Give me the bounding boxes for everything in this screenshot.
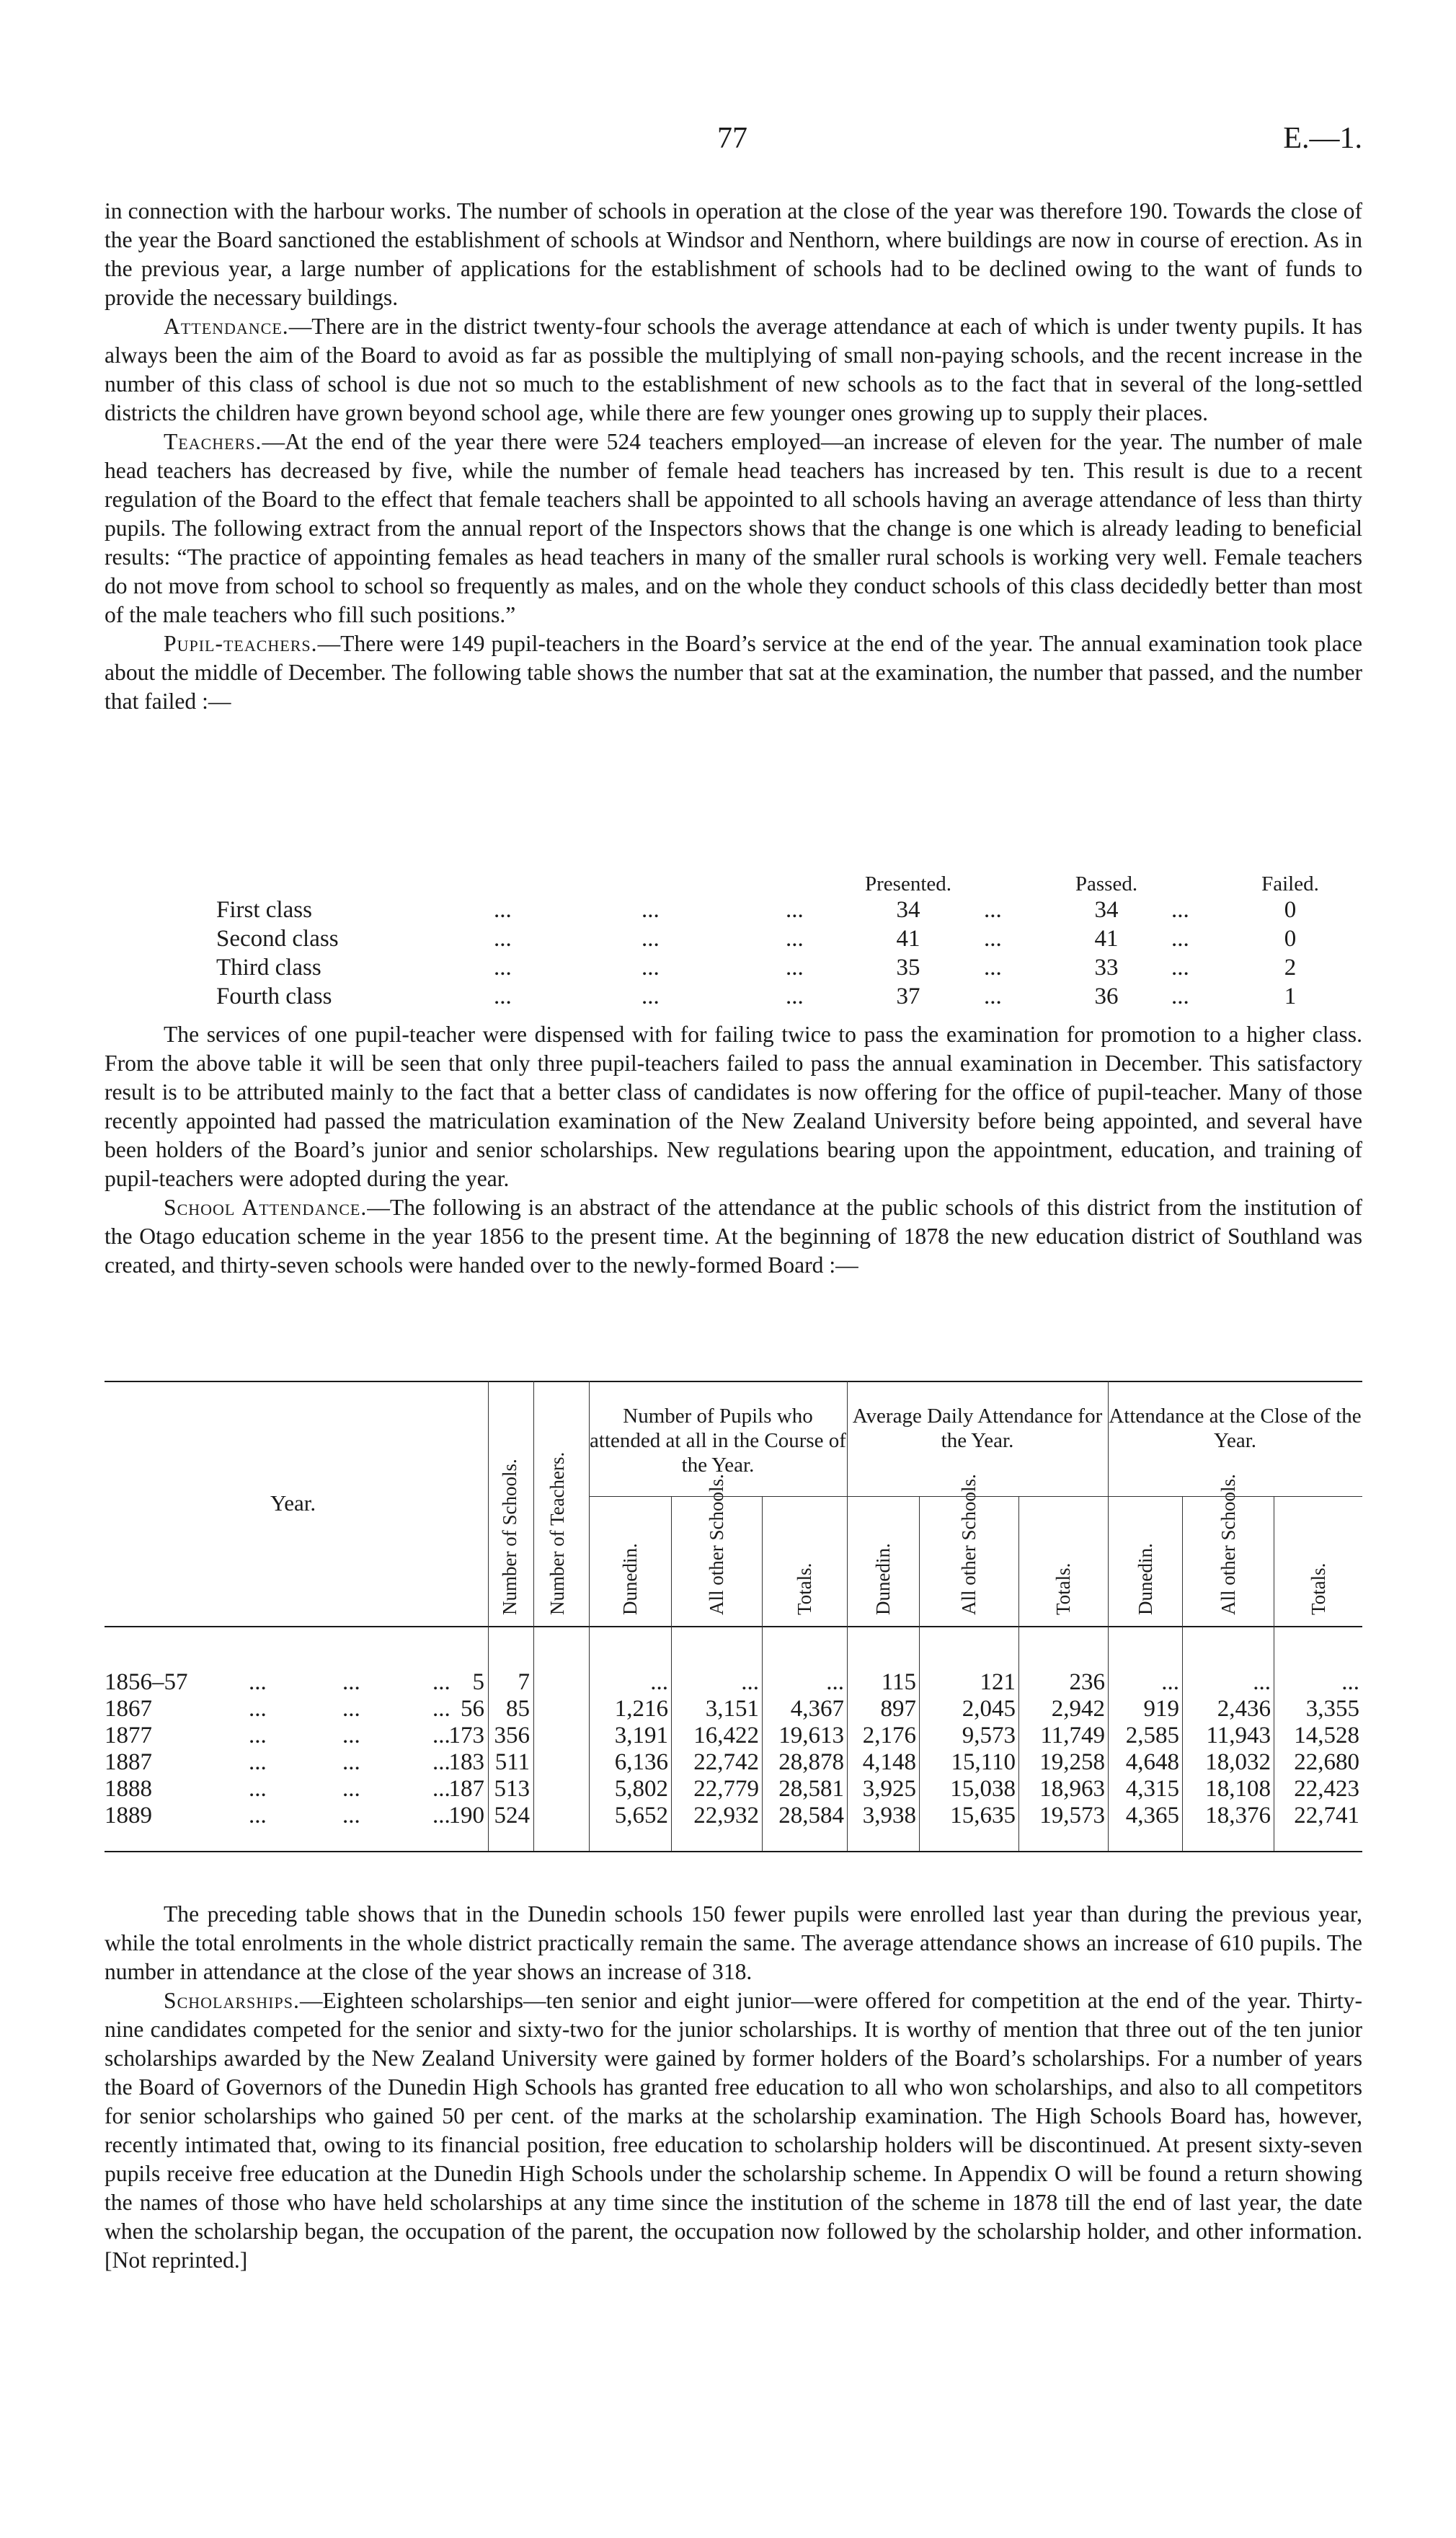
pupils-other-cell: 16,422 — [693, 1723, 759, 1748]
table-header-row — [105, 872, 1362, 897]
pupils-other-cell: ... — [741, 1669, 759, 1695]
class-label: Third class — [216, 955, 321, 981]
paragraphs-bottom — [105, 1900, 1362, 2275]
column-header-failed: Failed. — [1261, 872, 1319, 896]
subheader-other-schools: All other Schools. — [706, 1474, 727, 1615]
paragraphs-top — [105, 197, 1362, 716]
subheader-other-schools: All other Schools. — [958, 1474, 980, 1615]
failed-value: 2 — [1284, 955, 1297, 981]
presented-value: 37 — [896, 983, 920, 1009]
leader-dots: ... — [432, 1749, 450, 1775]
paragraph-attendance: Attendance.—There are in the district twenty-four schools the average attendance at each of which is under twenty pupils. It has always been the aim of the Board to avoid as far as possible the multiplying of small non-paying schools, and the recent increase in the number of this class of school is due not so much to the establishment of new schools as to the fact that in several of the long-settled districts the children have grown beyond school age, while there are few younger ones growing up to supply their places. — [105, 314, 1362, 425]
leader-dots: ... — [984, 926, 1002, 952]
teachers-cell: 511 — [494, 1749, 530, 1775]
year-cell: 1889 — [105, 1803, 152, 1829]
column-header-presented: Presented. — [865, 872, 951, 896]
leader-dots: ... — [494, 926, 512, 952]
average-totals-cell: 18,963 — [1039, 1776, 1105, 1802]
passed-value: 33 — [1094, 955, 1119, 981]
pupils-totals-cell: 4,367 — [790, 1696, 844, 1722]
pupils-other-cell: 22,932 — [693, 1803, 759, 1829]
group-header-close: Attendance at the Close of the Year. — [1109, 1405, 1362, 1452]
schools-cell: 173 — [448, 1723, 484, 1748]
average-dunedin-cell: 115 — [881, 1669, 916, 1695]
teachers-cell: 85 — [506, 1696, 530, 1722]
year-cell: 1856–57 — [105, 1669, 188, 1695]
schools-cell: 5 — [472, 1669, 484, 1695]
pupils-other-cell: 22,779 — [693, 1776, 759, 1802]
leader-dots: ... — [342, 1723, 360, 1748]
teachers-cell: 524 — [494, 1803, 530, 1829]
paragraph-enrolment-summary: The preceding table shows that in the Dunedin schools 150 fewer pupils were enrolled last year than during the previous year, while the total enrolments in the whole district practically remain the same. The average attendance shows an increase of 610 pupils. The number in attendance at the close of the year shows an increase of 318. — [105, 1901, 1362, 1984]
leader-dots: ... — [786, 926, 804, 952]
average-other-cell: 15,038 — [950, 1776, 1016, 1802]
section-heading: School Attendance. — [164, 1195, 368, 1220]
leader-dots: ... — [342, 1669, 360, 1695]
subheader-dunedin: Dunedin. — [619, 1543, 641, 1615]
close-other-cell: 2,436 — [1217, 1696, 1271, 1722]
section-heading: Scholarships. — [164, 1988, 300, 2013]
close-totals-cell: 22,423 — [1294, 1776, 1359, 1802]
close-totals-cell: 14,528 — [1294, 1723, 1359, 1748]
average-totals-cell: 2,942 — [1051, 1696, 1105, 1722]
passed-value: 41 — [1094, 926, 1119, 952]
subheader-totals: Totals. — [1307, 1562, 1329, 1615]
close-totals-cell: 22,741 — [1294, 1803, 1359, 1829]
pupils-dunedin-cell: 5,802 — [614, 1776, 668, 1802]
pupils-totals-cell: 19,613 — [778, 1723, 844, 1748]
section-heading: Attendance. — [164, 314, 289, 339]
close-dunedin-cell: 2,585 — [1125, 1723, 1179, 1748]
average-dunedin-cell: 3,938 — [862, 1803, 916, 1829]
leader-dots: ... — [1171, 897, 1189, 923]
paragraph-teachers: Teachers.—At the end of the year there were 524 teachers employed—an increase of eleven for the year. The number of male head teachers has decreased by five, while the number of female head teachers has increased by ten. This result is due to a recent regulation of the Board to the effect that female teachers shall be appointed to all schools having an average attendance of less than thirty pupils. The following extract from the annual report of the Inspectors shows that the change is one which is already leading to beneficial results: “The practice of appointing females as head teachers in many of the smaller rural schools is working very well. Female teachers do not move from school to school so frequently as males, and on the whole they conduct schools of this class decidedly better than most of the male teachers who fill such positions.” — [105, 429, 1362, 627]
leader-dots: ... — [984, 955, 1002, 981]
average-other-cell: 121 — [980, 1669, 1016, 1695]
average-other-cell: 15,635 — [950, 1803, 1016, 1829]
page-number: 77 — [717, 122, 747, 155]
pupils-dunedin-cell: 5,652 — [614, 1803, 668, 1829]
leader-dots: ... — [342, 1696, 360, 1722]
leader-dots: ... — [1171, 955, 1189, 981]
leader-dots: ... — [432, 1696, 450, 1722]
average-totals-cell: 11,749 — [1040, 1723, 1105, 1748]
average-totals-cell: 19,258 — [1039, 1749, 1105, 1775]
year-cell: 1887 — [105, 1749, 152, 1775]
subheader-dunedin: Dunedin. — [1134, 1543, 1156, 1615]
document-reference: E.—1. — [1283, 122, 1362, 155]
leader-dots: ... — [249, 1803, 267, 1829]
paragraphs-middle — [105, 1020, 1362, 1280]
leader-dots: ... — [432, 1723, 450, 1748]
table-row — [105, 955, 1362, 983]
leader-dots: ... — [249, 1723, 267, 1748]
pupils-totals-cell: 28,878 — [778, 1749, 844, 1775]
average-totals-cell: 236 — [1069, 1669, 1105, 1695]
close-other-cell: ... — [1253, 1669, 1271, 1695]
year-cell: 1888 — [105, 1776, 152, 1802]
column-header-passed: Passed. — [1075, 872, 1138, 896]
page-header — [105, 121, 1362, 164]
teachers-cell: 356 — [494, 1723, 530, 1748]
pupils-totals-cell: 28,584 — [778, 1803, 844, 1829]
leader-dots: ... — [432, 1669, 450, 1695]
pupils-dunedin-cell: 3,191 — [614, 1723, 668, 1748]
subheader-dunedin: Dunedin. — [872, 1543, 894, 1615]
schools-cell: 56 — [461, 1696, 484, 1722]
table-bottom-rule — [105, 1851, 1362, 1852]
close-dunedin-cell: ... — [1161, 1669, 1179, 1695]
average-other-cell: 9,573 — [962, 1723, 1016, 1748]
leader-dots: ... — [249, 1749, 267, 1775]
schools-cell: 183 — [448, 1749, 484, 1775]
paragraph-harbour-works: in connection with the harbour works. The number of schools in operation at the close of the year was therefore 190. Towards the close of the year the Board sanctioned the establishment of schools at Windsor and Nenthorn, where buildings are now in course of erection. As in the previous year, a large number of applications for the establishment of schools had to be declined owing to the want of funds to provide the necessary buildings. — [105, 198, 1362, 310]
pupil-table-body — [105, 897, 1362, 1012]
presented-value: 35 — [896, 955, 920, 981]
year-cell: 1867 — [105, 1696, 152, 1722]
close-dunedin-cell: 919 — [1143, 1696, 1179, 1722]
leader-dots: ... — [342, 1776, 360, 1802]
leader-dots: ... — [786, 955, 804, 981]
subheader-totals: Totals. — [794, 1562, 815, 1615]
pupils-dunedin-cell: ... — [650, 1669, 668, 1695]
teachers-cell: 7 — [518, 1669, 530, 1695]
column-header-year: Year. — [270, 1490, 316, 1516]
column-header-schools: Number of Schools. — [499, 1459, 520, 1615]
leader-dots: ... — [249, 1669, 267, 1695]
leader-dots: ... — [342, 1803, 360, 1829]
pupil-teacher-exam-table — [105, 872, 1362, 1012]
table-header-rule — [105, 1626, 1362, 1627]
year-cell: 1877 — [105, 1723, 152, 1748]
presented-value: 34 — [896, 897, 920, 923]
subheader-totals: Totals. — [1052, 1562, 1074, 1615]
leader-dots: ... — [494, 897, 512, 923]
group-header-pupils: Number of Pupils who attended at all in the Course of the Year. — [590, 1405, 846, 1477]
leader-dots: ... — [786, 897, 804, 923]
schools-cell: 190 — [448, 1803, 484, 1829]
leader-dots: ... — [642, 955, 660, 981]
leader-dots: ... — [642, 983, 660, 1009]
leader-dots: ... — [642, 897, 660, 923]
failed-value: 1 — [1284, 983, 1297, 1009]
leader-dots: ... — [249, 1696, 267, 1722]
average-totals-cell: 19,573 — [1039, 1803, 1105, 1829]
leader-dots: ... — [494, 983, 512, 1009]
schools-cell: 187 — [448, 1776, 484, 1802]
subheader-other-schools: All other Schools. — [1217, 1474, 1239, 1615]
pupils-other-cell: 3,151 — [705, 1696, 759, 1722]
table-row — [105, 897, 1362, 926]
close-dunedin-cell: 4,648 — [1125, 1749, 1179, 1775]
section-heading: Teachers. — [164, 429, 262, 454]
average-other-cell: 2,045 — [962, 1696, 1016, 1722]
pupils-totals-cell: ... — [826, 1669, 844, 1695]
close-dunedin-cell: 4,315 — [1125, 1776, 1179, 1802]
paragraph-school-attendance: School Attendance.—The following is an abstract of the attendance at the public schools of this district from the institution of the Otago education scheme in the year 1856 to the present time. At the beginning of 1878 the new education district of Southland was created, and thirty-seven schools were handed over to the newly-formed Board :— — [105, 1195, 1362, 1278]
table-row — [105, 983, 1362, 1012]
average-dunedin-cell: 4,148 — [862, 1749, 916, 1775]
average-dunedin-cell: 3,925 — [862, 1776, 916, 1802]
paragraph-scholarships: Scholarships.—Eighteen scholarships—ten senior and eight junior—were offered for competition at the end of the year. Thirty-nine candidates competed for the senior and sixty-two for the junior scholarships. It is worthy of mention that three out of the ten junior scholarships awarded by the New Zealand University were gained by former holders of the Board’s scholarships. For a number of years the Board of Governors of the Dunedin High Schools has granted free education to all who won scholarships, and also to all competitors for senior scholarships who gained 50 per cent. of the marks at the scholarship examination. The High Schools Board has, however, recently intimated that, owing to its financial position, free education to scholarship holders will be discontinued. At present sixty-seven pupils receive free education at the Dunedin High Schools under the scholarship scheme. In Appendix O will be found a return showing the names of those who have held scholarships at any time since the institution of the scheme in 1878 till the end of last year, the date when the scholarship began, the occupation of the parent, the occupation now followed by the scholarship holder, and other information. [Not reprinted.] — [105, 1988, 1362, 2273]
class-label: Second class — [216, 926, 339, 952]
close-other-cell: 18,376 — [1205, 1803, 1271, 1829]
average-other-cell: 15,110 — [951, 1749, 1016, 1775]
paragraph-pupil-teachers: Pupil-teachers.—There were 149 pupil-teachers in the Board’s service at the end of the year. The annual examination took place about the middle of December. The following table shows the number that sat at the examination, the number that passed, and the number that failed :— — [105, 631, 1362, 714]
pupils-other-cell: 22,742 — [693, 1749, 759, 1775]
close-totals-cell: 22,680 — [1294, 1749, 1359, 1775]
average-dunedin-cell: 897 — [880, 1696, 916, 1722]
leader-dots: ... — [1171, 926, 1189, 952]
table-row — [105, 926, 1362, 955]
section-heading: Pupil-teachers. — [164, 631, 318, 656]
leader-dots: ... — [432, 1776, 450, 1802]
pupils-dunedin-cell: 1,216 — [614, 1696, 668, 1722]
leader-dots: ... — [432, 1803, 450, 1829]
close-totals-cell: 3,355 — [1305, 1696, 1359, 1722]
attendance-table — [105, 1381, 1362, 1857]
pupils-totals-cell: 28,581 — [778, 1776, 844, 1802]
average-dunedin-cell: 2,176 — [862, 1723, 916, 1748]
leader-dots: ... — [642, 926, 660, 952]
leader-dots: ... — [494, 955, 512, 981]
leader-dots: ... — [984, 983, 1002, 1009]
paragraph-pupil-teacher-results: The services of one pupil-teacher were dispensed with for failing twice to pass the examination for promotion to a higher class. From the above table it will be seen that only three pupil-teachers failed to pass the annual examination in December. This satisfactory result is to be attributed mainly to the fact that a better class of candidates is now offering for the office of pupil-teacher. Many of those recently appointed had passed the matriculation examination of the New Zealand University before being appointed, and several have been holders of the Board’s junior and senior scholarships. New regulations bearing upon the appointment, education, and training of pupil-teachers were adopted during the year. — [105, 1022, 1362, 1191]
close-other-cell: 18,032 — [1205, 1749, 1271, 1775]
passed-value: 34 — [1094, 897, 1119, 923]
presented-value: 41 — [896, 926, 920, 952]
column-header-teachers: Number of Teachers. — [546, 1451, 568, 1615]
leader-dots: ... — [984, 897, 1002, 923]
close-dunedin-cell: 4,365 — [1125, 1803, 1179, 1829]
close-other-cell: 18,108 — [1205, 1776, 1271, 1802]
group-header-average: Average Daily Attendance for the Year. — [852, 1405, 1103, 1452]
leader-dots: ... — [342, 1749, 360, 1775]
class-label: Fourth class — [216, 983, 332, 1009]
leader-dots: ... — [249, 1776, 267, 1802]
leader-dots: ... — [1171, 983, 1189, 1009]
table-top-rule — [105, 1381, 1362, 1382]
leader-dots: ... — [786, 983, 804, 1009]
class-label: First class — [216, 897, 312, 923]
teachers-cell: 513 — [494, 1776, 530, 1802]
close-other-cell: 11,943 — [1206, 1723, 1271, 1748]
failed-value: 0 — [1284, 926, 1297, 952]
close-totals-cell: ... — [1341, 1669, 1359, 1695]
failed-value: 0 — [1284, 897, 1297, 923]
pupils-dunedin-cell: 6,136 — [614, 1749, 668, 1775]
passed-value: 36 — [1094, 983, 1119, 1009]
